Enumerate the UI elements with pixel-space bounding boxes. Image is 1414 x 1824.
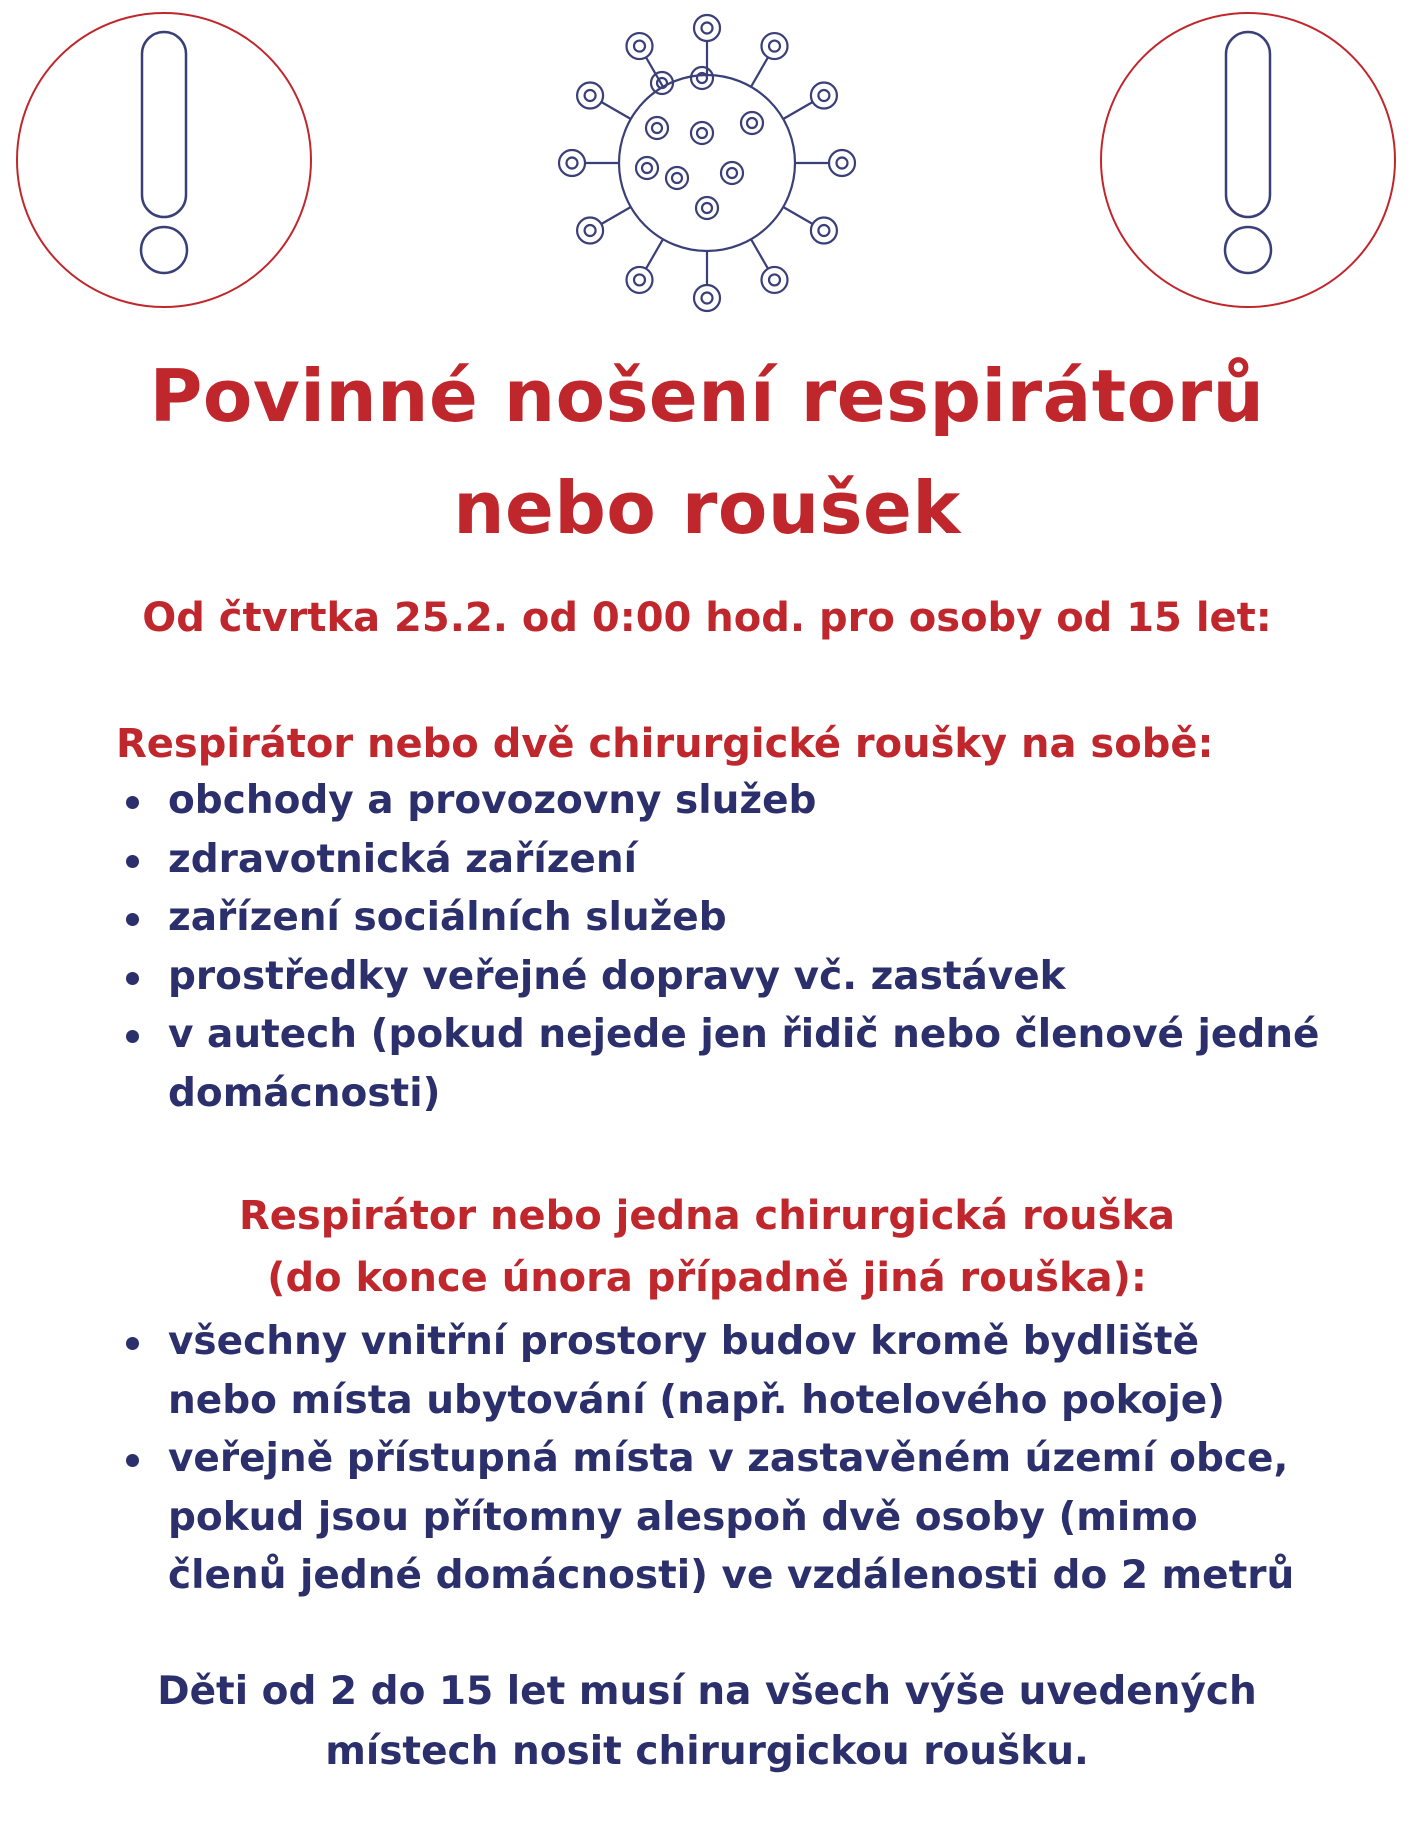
- list-item-text: prostředky veřejné dopravy vč. zastávek: [168, 953, 1066, 999]
- list-item-text: veřejně přístupná místa v zastavěném území obce, pokud jsou přítomny alespoň dvě osoby (mimo členů jedné domácnosti) ve vzdálenosti do 2 metrů: [168, 1436, 1295, 1598]
- list-item-text: obchody a provozovny služeb: [168, 778, 817, 823]
- effective-date-subtitle: Od čtvrtka 25.2. od 0:00 hod. pro osoby od 15 let:: [142, 595, 1272, 641]
- children-note-line-2: místech nosit chirurgickou roušku.: [325, 1729, 1089, 1774]
- section1-list: [120, 772, 1340, 1123]
- page-title: [0, 340, 1414, 564]
- list-item: [120, 889, 1340, 948]
- list-item-text: zařízení sociálních služeb: [168, 895, 727, 940]
- bullet: [126, 972, 139, 985]
- bullet: [126, 855, 139, 868]
- exclamation-circle-icon: [14, 10, 314, 310]
- bullet: [126, 913, 139, 926]
- list-item-text: zdravotnická zařízení: [168, 836, 638, 882]
- list-item: [120, 1430, 1340, 1606]
- section2-heading-line-1: Respirátor nebo jedna chirurgická rouška: [238, 1193, 1176, 1239]
- section2-heading-line-2: (do konce února případně jiná rouška):: [267, 1255, 1147, 1301]
- exclamation-circle-icon: [1098, 10, 1398, 310]
- bullet: [126, 1030, 139, 1043]
- coronavirus-icon: [552, 8, 862, 318]
- list-item: [120, 831, 1340, 890]
- list-item: [120, 948, 1340, 1007]
- title-line-2: nebo roušek: [453, 466, 961, 550]
- bullet: [126, 1454, 139, 1467]
- section2-list: [120, 1313, 1340, 1606]
- section2-heading: [0, 1185, 1414, 1309]
- children-note: [0, 1662, 1414, 1782]
- list-item-text: všechny vnitřní prostory budov kromě bydliště nebo místa ubytování (např. hotelového pokoje): [168, 1319, 1225, 1423]
- list-item: [120, 1006, 1340, 1123]
- children-note-line-1: Děti od 2 do 15 let musí na všech výše uvedených: [157, 1669, 1257, 1714]
- bullet: [126, 796, 139, 809]
- section1-heading: Respirátor nebo dvě chirurgické roušky na sobě:: [116, 721, 1214, 767]
- list-item: [120, 1313, 1340, 1430]
- title-line-1: Povinné nošení respirátorů: [149, 354, 1265, 438]
- list-item: [120, 772, 1340, 831]
- list-item-text: v autech (pokud nejede jen řidič nebo členové jedné domácnosti): [168, 1012, 1320, 1116]
- bullet: [126, 1337, 139, 1350]
